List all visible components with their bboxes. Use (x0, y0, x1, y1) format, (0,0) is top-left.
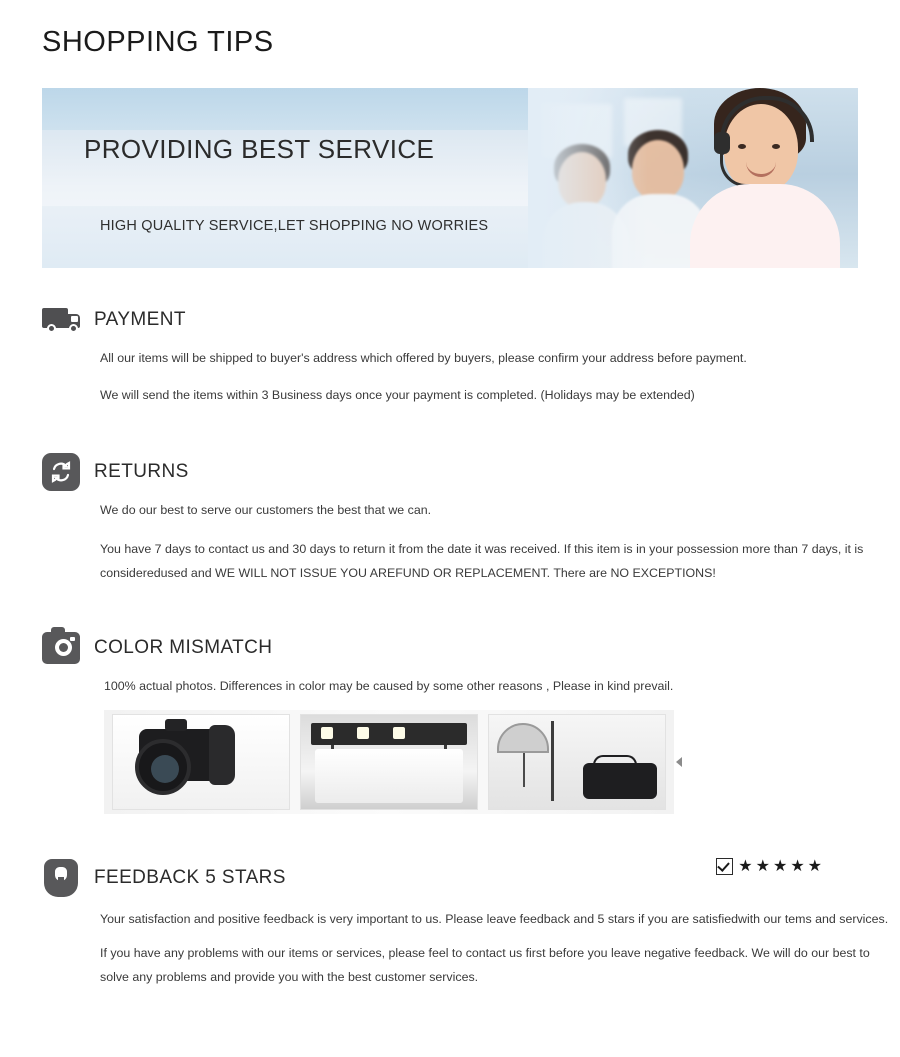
agent-foreground (680, 88, 840, 268)
dslr-camera-photo (112, 714, 290, 810)
return-icon-badge (42, 453, 80, 491)
payment-paragraph-2: We will send the items within 3 Business days once your payment is completed. (Holidays may be extended) (100, 388, 695, 403)
equipment-bag (583, 763, 657, 799)
star-icon: ★ (807, 857, 822, 875)
section-header (42, 300, 862, 340)
camera-icon-shape (42, 632, 80, 664)
truck-wheel (47, 324, 56, 333)
shield-icon-shape (44, 859, 78, 897)
return-icon-shape (50, 461, 72, 483)
section-payment (42, 300, 862, 405)
light-bulb (321, 727, 333, 739)
camera-icon (42, 629, 80, 667)
torso (690, 184, 840, 268)
star-icon: ★ (790, 857, 805, 875)
star-icon: ★ (755, 857, 770, 875)
star-icon: ★ (738, 857, 753, 875)
section-title-returns: RETURNS (94, 461, 189, 482)
studio-backdrop-photo (300, 714, 478, 810)
eye (738, 144, 746, 149)
light-stand (551, 721, 554, 801)
section-header (42, 858, 862, 898)
section-header (42, 628, 862, 668)
feedback-paragraph-2: If you have any problems with our items or services, please feel to contact us first before you leave negative feedback. We will do our best to solve any problems and provide you with the best customer services. (100, 946, 870, 985)
truck-wheel (69, 324, 78, 333)
truck-icon (42, 301, 80, 339)
eye (772, 144, 780, 149)
headset-microphone (720, 150, 775, 187)
feedback-paragraph-1: Your satisfaction and positive feedback is very important to us. Please leave feedback and 5 stars if you are satisfiedwith our tems and services. (100, 912, 889, 926)
camera-viewfinder (51, 627, 65, 633)
studio-lighting-photo (488, 714, 666, 810)
truck-icon-shape (42, 307, 80, 333)
checkbox-checked-icon[interactable] (716, 858, 733, 875)
section-title-feedback: FEEDBACK 5 STARS (94, 867, 286, 888)
section-returns (42, 452, 862, 585)
banner-subline: HIGH QUALITY SERVICE,LET SHOPPING NO WORRIES (100, 218, 489, 234)
returns-paragraph-1: We do our best to serve our customers the best that we can. (100, 503, 432, 517)
section-title-color-mismatch: COLOR MISMATCH (94, 637, 273, 658)
page-title: SHOPPING TIPS (42, 26, 274, 58)
customer-service-agent-photo (528, 88, 858, 268)
return-arrows-icon (42, 453, 80, 491)
banner-headline: PROVIDING BEST SERVICE (84, 134, 435, 164)
returns-paragraph-2: You have 7 days to contact us and 30 days to return it from the date it was received. If this item is in your possession more than 7 days, it is consideredused and WE WILL NOT ISSUE YOU AREFUND OR REPLACEMENT. There are NO EXCEPTIONS! (100, 542, 864, 580)
backdrop-sweep (315, 749, 463, 803)
section-header (42, 452, 862, 492)
camera-hotshoe (165, 719, 187, 731)
service-banner (42, 88, 858, 268)
camera-grip (209, 725, 235, 785)
light-bulb (357, 727, 369, 739)
camera-lens (135, 739, 191, 795)
section-title-payment: PAYMENT (94, 309, 186, 330)
color-mismatch-paragraph-1: 100% actual photos. Differences in color may be caused by some other reasons , Please in kind prevail. (104, 679, 674, 693)
section-feedback (42, 857, 889, 990)
product-photo-strip (104, 710, 674, 814)
camera-flash (70, 637, 75, 641)
light-bulb (393, 727, 405, 739)
softbox-umbrella (497, 723, 549, 753)
shield-icon (42, 859, 80, 897)
chevron-right-icon[interactable] (676, 757, 682, 767)
payment-paragraph-1: All our items will be shipped to buyer's address which offered by buyers, please confirm your address before payment. (100, 351, 747, 365)
star-icon: ★ (772, 857, 788, 875)
camera-lens-inner (59, 643, 68, 652)
rating-stars (716, 858, 822, 875)
light-panel (311, 723, 467, 745)
banner-fade (528, 88, 648, 268)
section-color-mismatch (42, 628, 862, 814)
